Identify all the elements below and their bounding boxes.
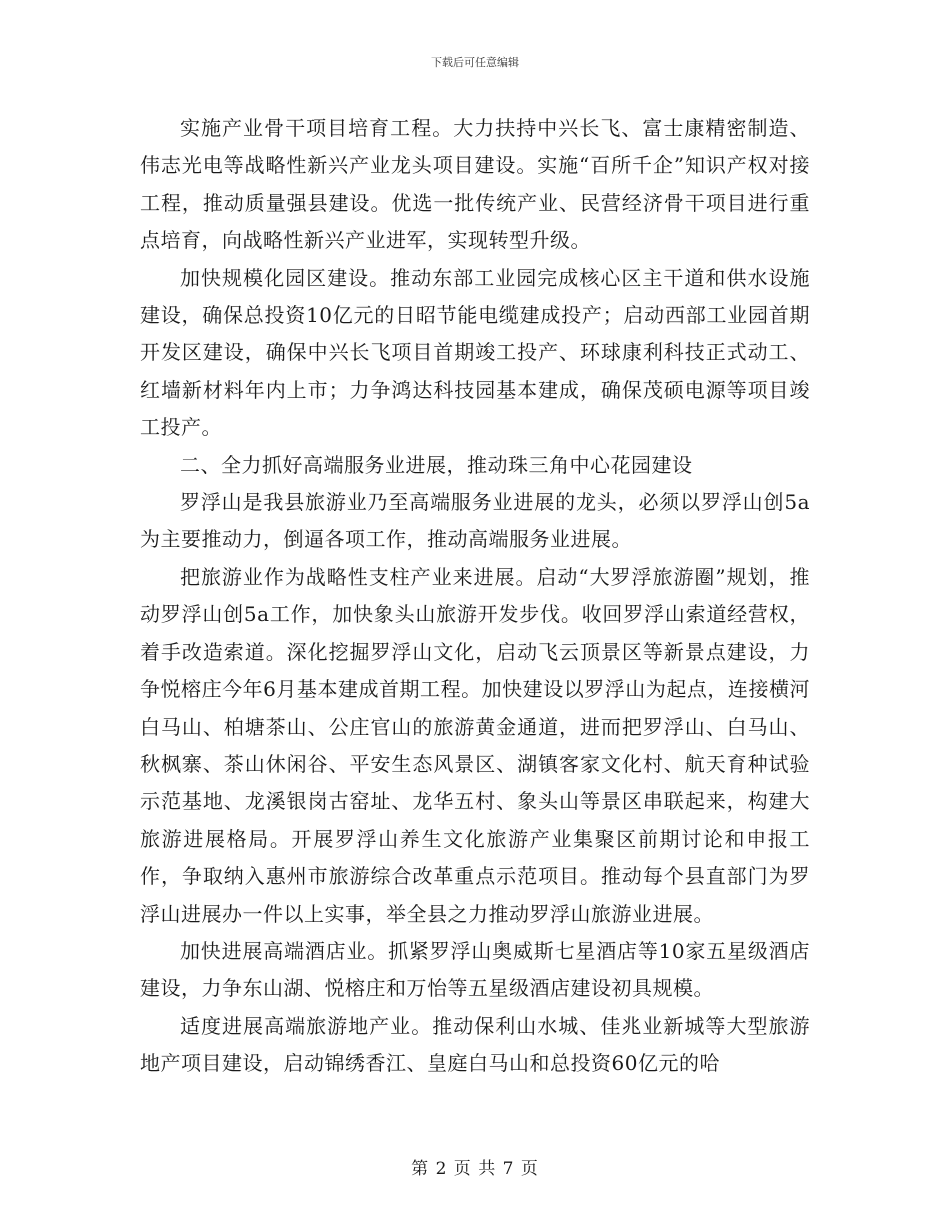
paragraph: 加快规模化园区建设。推动东部工业园完成核心区主干道和供水设施建设，确保总投资10亿元的日昭节能电缆建成投产；启动西部工业园首期开发区建设，确保中兴长飞项目首期竣工投产、环球康利科技正式动工、红墙新材料年内上市；力争鸿达科技园基本建成，确保茂硕电源等项目竣工投产。 [140, 265, 810, 440]
paragraph: 加快进展高端酒店业。抓紧罗浮山奥威斯七星酒店等10家五星级酒店建设，力争东山湖、悦榕庄和万怡等五星级酒店建设初具规模。 [140, 938, 810, 1001]
paragraph: 实施产业骨干项目培育工程。大力扶持中兴长飞、富士康精密制造、伟志光电等战略性新兴产业龙头项目建设。实施“百所千企”知识产权对接工程，推动质量强县建设。优选一批传统产业、民营经济骨干项目进行重点培育，向战略性新兴产业进军，实现转型升级。 [140, 116, 810, 253]
section-heading: 二、全力抓好高端服务业进展，推动珠三角中心花园建设 [180, 452, 693, 477]
document-body [140, 110, 810, 1083]
page-number: 第 2 页 共 7 页 [411, 1159, 539, 1179]
header-note: 下载后可任意编辑 [431, 56, 519, 69]
paragraph: 把旅游业作为战略性支柱产业来进展。启动“大罗浮旅游圈”规划，推动罗浮山创5a工作，加快象头山旅游开发步伐。收回罗浮山索道经营权，着手改造索道。深化挖掘罗浮山文化，启动飞云顶景区等新景点建设，力争悦榕庄今年6月基本建成首期工程。加快建设以罗浮山为起点，连接横河白马山、柏塘茶山、公庄官山的旅游黄金通道，进而把罗浮山、白马山、秋枫寨、茶山休闲谷、平安生态风景区、湖镇客家文化村、航天育种试验示范基地、龙溪银岗古窑址、龙华五村、象头山等景区串联起来，构建大旅游进展格局。开展罗浮山养生文化旅游产业集聚区前期讨论和申报工作，争取纳入惠州市旅游综合改革重点示范项目。推动每个县直部门为罗浮山进展办一件以上实事，举全县之力推动罗浮山旅游业进展。 [140, 564, 810, 926]
paragraph: 适度进展高端旅游地产业。推动保利山水城、佳兆业新城等大型旅游地产项目建设，启动锦绣香江、皇庭白马山和总投资60亿元的哈 [140, 1013, 810, 1076]
paragraph: 罗浮山是我县旅游业乃至高端服务业进展的龙头，必须以罗浮山创5a为主要推动力，倒逼各项工作，推动高端服务业进展。 [140, 490, 810, 552]
